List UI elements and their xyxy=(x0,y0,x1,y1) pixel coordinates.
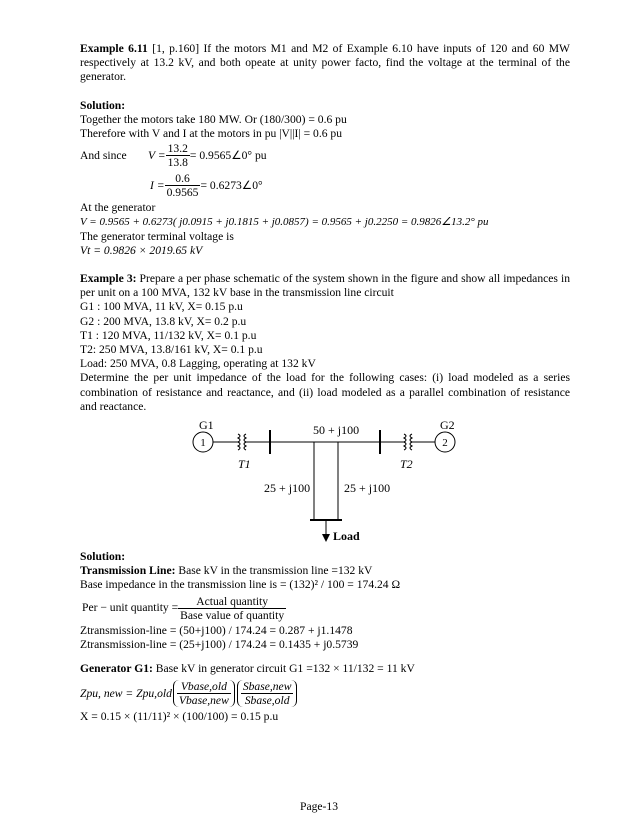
z-line-2: Ztransmission-line = (25+j100) / 174.24 = 0.1435 + j0.5739 xyxy=(80,637,359,651)
current-equation: I = $\frac{0.6}{0.9565}$ = 0.6273∠0° xyxy=(150,172,263,200)
page-content xyxy=(80,42,570,724)
at-generator-text: At the generator xyxy=(80,201,156,215)
t2-label: T2 xyxy=(400,457,413,472)
voltage-fraction: $\frac{13.2}{13.8}$ xyxy=(167,142,188,170)
current-fraction: $\frac{0.6}{0.9565}$ xyxy=(166,172,199,200)
line-right-impedance: 25 + j100 xyxy=(344,481,391,496)
page-number: Page-13 xyxy=(300,800,338,813)
voltage-equation: And since V = $\frac{13.2}{13.8}$ = 0.9565∠0° pu xyxy=(80,142,267,170)
t1-spec: T1 : 120 MVA, 11/132 kV, X= 0.1 p.u xyxy=(80,328,257,342)
solution-line-1: Together the motors take 180 MW. Or (180/300) = 0.6 pu xyxy=(80,112,347,126)
t2-transformer-symbol xyxy=(404,434,412,450)
load-spec: Load: 250 MVA, 0.8 Lagging, operating at 132 kV xyxy=(80,357,316,371)
example-6-11-paragraph xyxy=(80,42,570,85)
example-3-heading: Example 3: xyxy=(80,272,137,286)
generator-voltage-equation: V = 0.9565 + 0.6273( j0.0915 + j0.1815 + j0.0857) = 0.9565 + j0.2250 = 0.9826∠13.2° pu xyxy=(80,216,489,229)
t2-spec: T2: 250 MVA, 13.8/161 kV, X= 0.1 p.u xyxy=(80,343,263,357)
g2-spec: G2 : 200 MVA, 13.8 kV, X= 0.2 p.u xyxy=(80,314,247,328)
example-6-11-heading: Example 6.11 xyxy=(80,42,148,55)
terminal-voltage-text: The generator terminal voltage is xyxy=(80,229,234,243)
g2-label: G2 xyxy=(440,418,455,433)
load-label: Load xyxy=(333,529,360,544)
t1-transformer-symbol xyxy=(238,434,246,450)
determine-text: Determine the per unit impedance of the load for the following cases: (i) load modeled as a series combination of resistance and reactance, and (ii) load modeled as a parallel combination of resistance and reactance. xyxy=(80,371,570,413)
transmission-line-paragraph: Transmission Line: Base kV in the transmission line =132 kV xyxy=(80,564,373,578)
base-impedance-text: Base impedance in the transmission line is = (132)² / 100 = 174.24 Ω xyxy=(80,578,401,592)
example-6-11-body: [1, p.160] If the motors M1 and M2 of Example 6.10 have inputs of 120 and 60 MW respectively at 13.2 kV, and both opeate at unity power facto, find the voltage at the terminal of the generator. xyxy=(80,42,570,84)
solution-line-2: Therefore with V and I at the motors in pu |V||I| = 0.6 pu xyxy=(80,127,343,141)
example-3-paragraph xyxy=(80,272,570,300)
per-unit-formula: Per − unit quantity = $\frac{\text{Actual quantity}}{\text{Base value of quantity}}$ xyxy=(82,594,285,622)
example-3-body: Prepare a per phase schematic of the system shown in the figure and show all impedances in per unit on a 100 MVA, 132 kV base in the transmission line circuit xyxy=(80,272,570,300)
t1-label: T1 xyxy=(238,457,251,472)
reactance-result: X = 0.15 × (11/11)² × (100/100) = 0.15 p.u xyxy=(80,710,279,724)
solution-2-heading: Solution: xyxy=(80,550,126,564)
g2-number: 2 xyxy=(442,437,448,450)
generator-g1-paragraph: Generator G1: Base kV in generator circuit G1 =132 × 11/132 = 11 kV xyxy=(80,662,415,676)
impedance-conversion-formula: Zpu, new = Zpu,old $\frac{\text{Vbase,old}}{\text{Vbase,new}}$ $\frac{\text{Sbase,new}}{\text{Sbase,old}}$ xyxy=(80,680,570,707)
one-line-diagram xyxy=(80,416,570,544)
and-since-text: And since xyxy=(80,148,127,162)
line-top-impedance: 50 + j100 xyxy=(313,423,360,438)
solution-heading: Solution: xyxy=(80,98,126,112)
z-line-1: Ztransmission-line = (50+j100) / 174.24 = 0.287 + j1.1478 xyxy=(80,623,353,637)
terminal-voltage-equation: Vt = 0.9826 × 2019.65 kV xyxy=(80,243,203,257)
load-arrow-icon xyxy=(322,534,330,542)
g1-number: 1 xyxy=(200,437,206,450)
g1-spec: G1 : 100 MVA, 11 kV, X= 0.15 p.u xyxy=(80,300,243,314)
g1-label: G1 xyxy=(199,418,214,433)
line-left-impedance: 25 + j100 xyxy=(264,481,311,496)
